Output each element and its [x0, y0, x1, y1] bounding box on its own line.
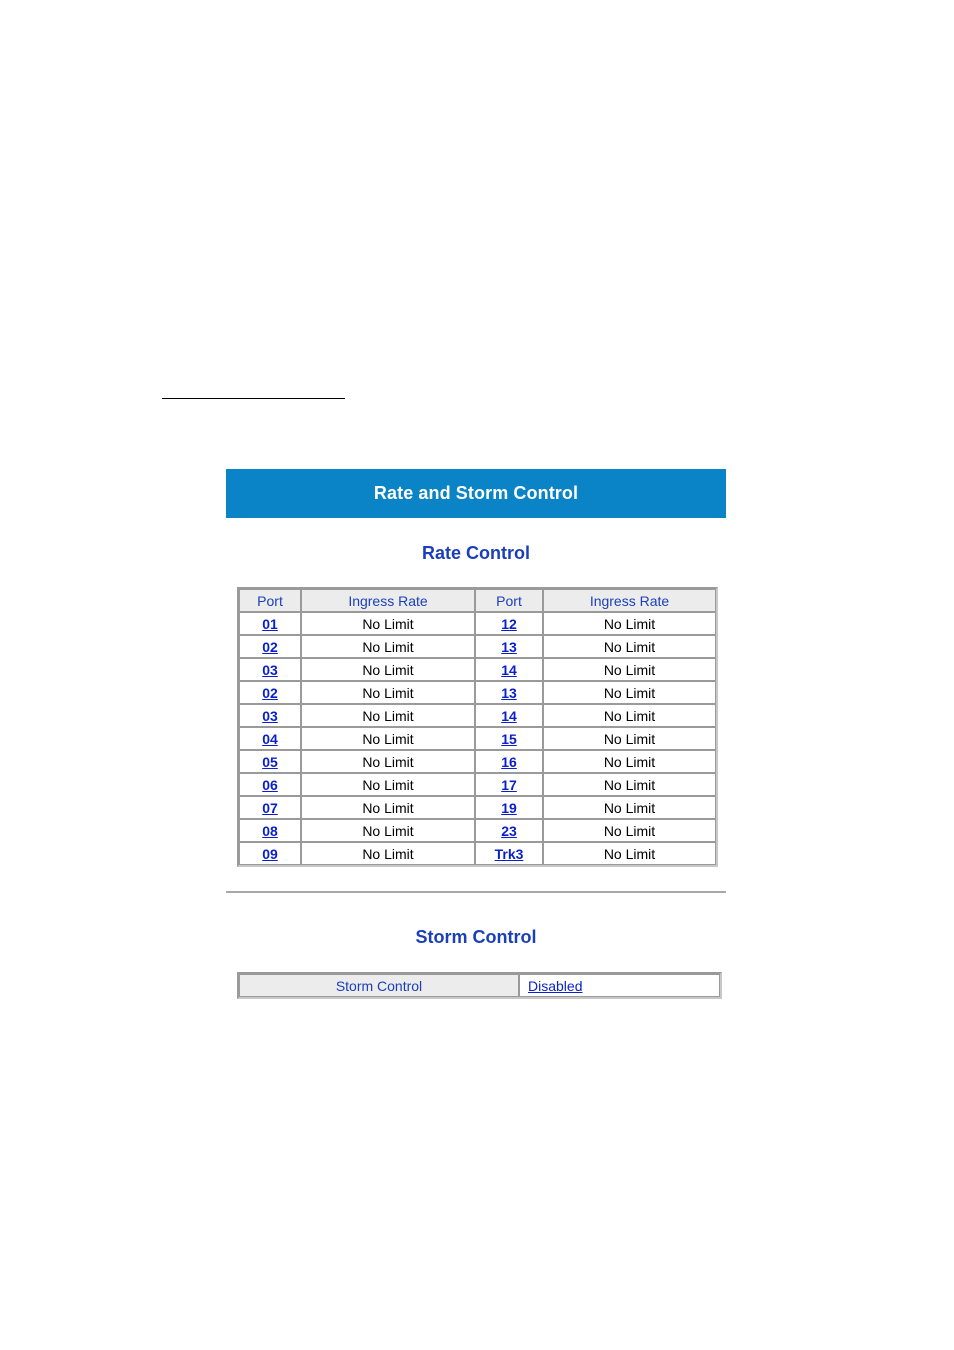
port-link[interactable]: 02	[262, 638, 278, 655]
port-cell	[239, 658, 301, 681]
port-link[interactable]: 14	[501, 707, 517, 724]
ingress-rate-cell: No Limit	[543, 773, 716, 796]
port-link[interactable]: 06	[262, 776, 278, 793]
port-link[interactable]: 05	[262, 753, 278, 770]
table-row	[239, 635, 716, 658]
top-rule	[162, 398, 345, 399]
port-link[interactable]: 13	[501, 684, 517, 701]
rate-storm-panel	[226, 469, 726, 994]
storm-control-table	[237, 972, 722, 999]
port-link[interactable]: 15	[501, 730, 517, 747]
ingress-rate-cell: No Limit	[301, 727, 475, 750]
ingress-rate-cell: No Limit	[543, 796, 716, 819]
ingress-rate-cell: No Limit	[301, 704, 475, 727]
storm-control-value-link[interactable]: Disabled	[528, 977, 583, 994]
ingress-rate-cell: No Limit	[301, 681, 475, 704]
column-header-ingress-rate: Ingress Rate	[543, 589, 716, 612]
port-cell	[475, 819, 543, 842]
storm-control-title: Storm Control	[415, 927, 537, 947]
column-header-port: Port	[239, 589, 301, 612]
port-cell	[475, 658, 543, 681]
table-row	[239, 750, 716, 773]
ingress-rate-cell: No Limit	[301, 658, 475, 681]
ingress-rate-cell: No Limit	[543, 704, 716, 727]
table-row	[239, 842, 716, 865]
storm-control-value-cell	[519, 974, 720, 997]
table-row	[239, 773, 716, 796]
ingress-rate-cell: No Limit	[543, 612, 716, 635]
port-link[interactable]: 03	[262, 707, 278, 724]
port-cell	[239, 819, 301, 842]
port-cell	[239, 681, 301, 704]
column-header-ingress-rate: Ingress Rate	[301, 589, 475, 612]
port-cell	[475, 612, 543, 635]
port-link[interactable]: 08	[262, 822, 278, 839]
port-link[interactable]: 14	[501, 661, 517, 678]
port-link[interactable]: 04	[262, 730, 278, 747]
port-link[interactable]: 03	[262, 661, 278, 678]
ingress-rate-cell: No Limit	[543, 819, 716, 842]
port-link[interactable]: 17	[501, 776, 517, 793]
port-cell	[239, 842, 301, 865]
table-row	[239, 612, 716, 635]
port-cell	[239, 750, 301, 773]
port-cell	[475, 704, 543, 727]
port-link[interactable]: 16	[501, 753, 517, 770]
storm-control-label: Storm Control	[239, 974, 519, 997]
ingress-rate-cell: No Limit	[543, 750, 716, 773]
port-link[interactable]: 07	[262, 799, 278, 816]
port-cell	[475, 727, 543, 750]
table-row	[239, 796, 716, 819]
table-row	[239, 704, 716, 727]
rate-table-header-row	[239, 589, 716, 612]
port-cell	[239, 704, 301, 727]
port-link[interactable]: 19	[501, 799, 517, 816]
ingress-rate-cell: No Limit	[543, 727, 716, 750]
ingress-rate-cell: No Limit	[301, 612, 475, 635]
port-link[interactable]: 12	[501, 615, 517, 632]
port-cell	[239, 727, 301, 750]
ingress-rate-cell: No Limit	[543, 658, 716, 681]
port-cell	[475, 750, 543, 773]
port-cell	[475, 796, 543, 819]
port-link[interactable]: 09	[262, 845, 278, 862]
section-divider	[226, 891, 726, 893]
ingress-rate-cell: No Limit	[543, 681, 716, 704]
port-cell	[239, 635, 301, 658]
port-link[interactable]: 13	[501, 638, 517, 655]
panel-header: Rate and Storm Control	[226, 469, 726, 518]
port-cell	[475, 773, 543, 796]
port-cell	[475, 842, 543, 865]
port-cell	[239, 612, 301, 635]
rate-control-table	[237, 587, 718, 867]
ingress-rate-cell: No Limit	[301, 773, 475, 796]
storm-control-row	[239, 974, 720, 997]
port-cell	[239, 773, 301, 796]
ingress-rate-cell: No Limit	[301, 796, 475, 819]
ingress-rate-cell: No Limit	[543, 842, 716, 865]
ingress-rate-cell: No Limit	[301, 635, 475, 658]
ingress-rate-cell: No Limit	[301, 750, 475, 773]
port-link[interactable]: Trk3	[494, 845, 524, 862]
port-cell	[239, 796, 301, 819]
table-row	[239, 658, 716, 681]
table-row	[239, 819, 716, 842]
port-link[interactable]: 23	[501, 822, 517, 839]
column-header-port: Port	[475, 589, 543, 612]
table-row	[239, 727, 716, 750]
table-row	[239, 681, 716, 704]
ingress-rate-cell: No Limit	[543, 635, 716, 658]
port-cell	[475, 681, 543, 704]
port-cell	[475, 635, 543, 658]
ingress-rate-cell: No Limit	[301, 842, 475, 865]
rate-table-body	[239, 612, 716, 865]
port-link[interactable]: 01	[262, 615, 278, 632]
ingress-rate-cell: No Limit	[301, 819, 475, 842]
port-link[interactable]: 02	[262, 684, 278, 701]
rate-control-title: Rate Control	[422, 543, 530, 563]
